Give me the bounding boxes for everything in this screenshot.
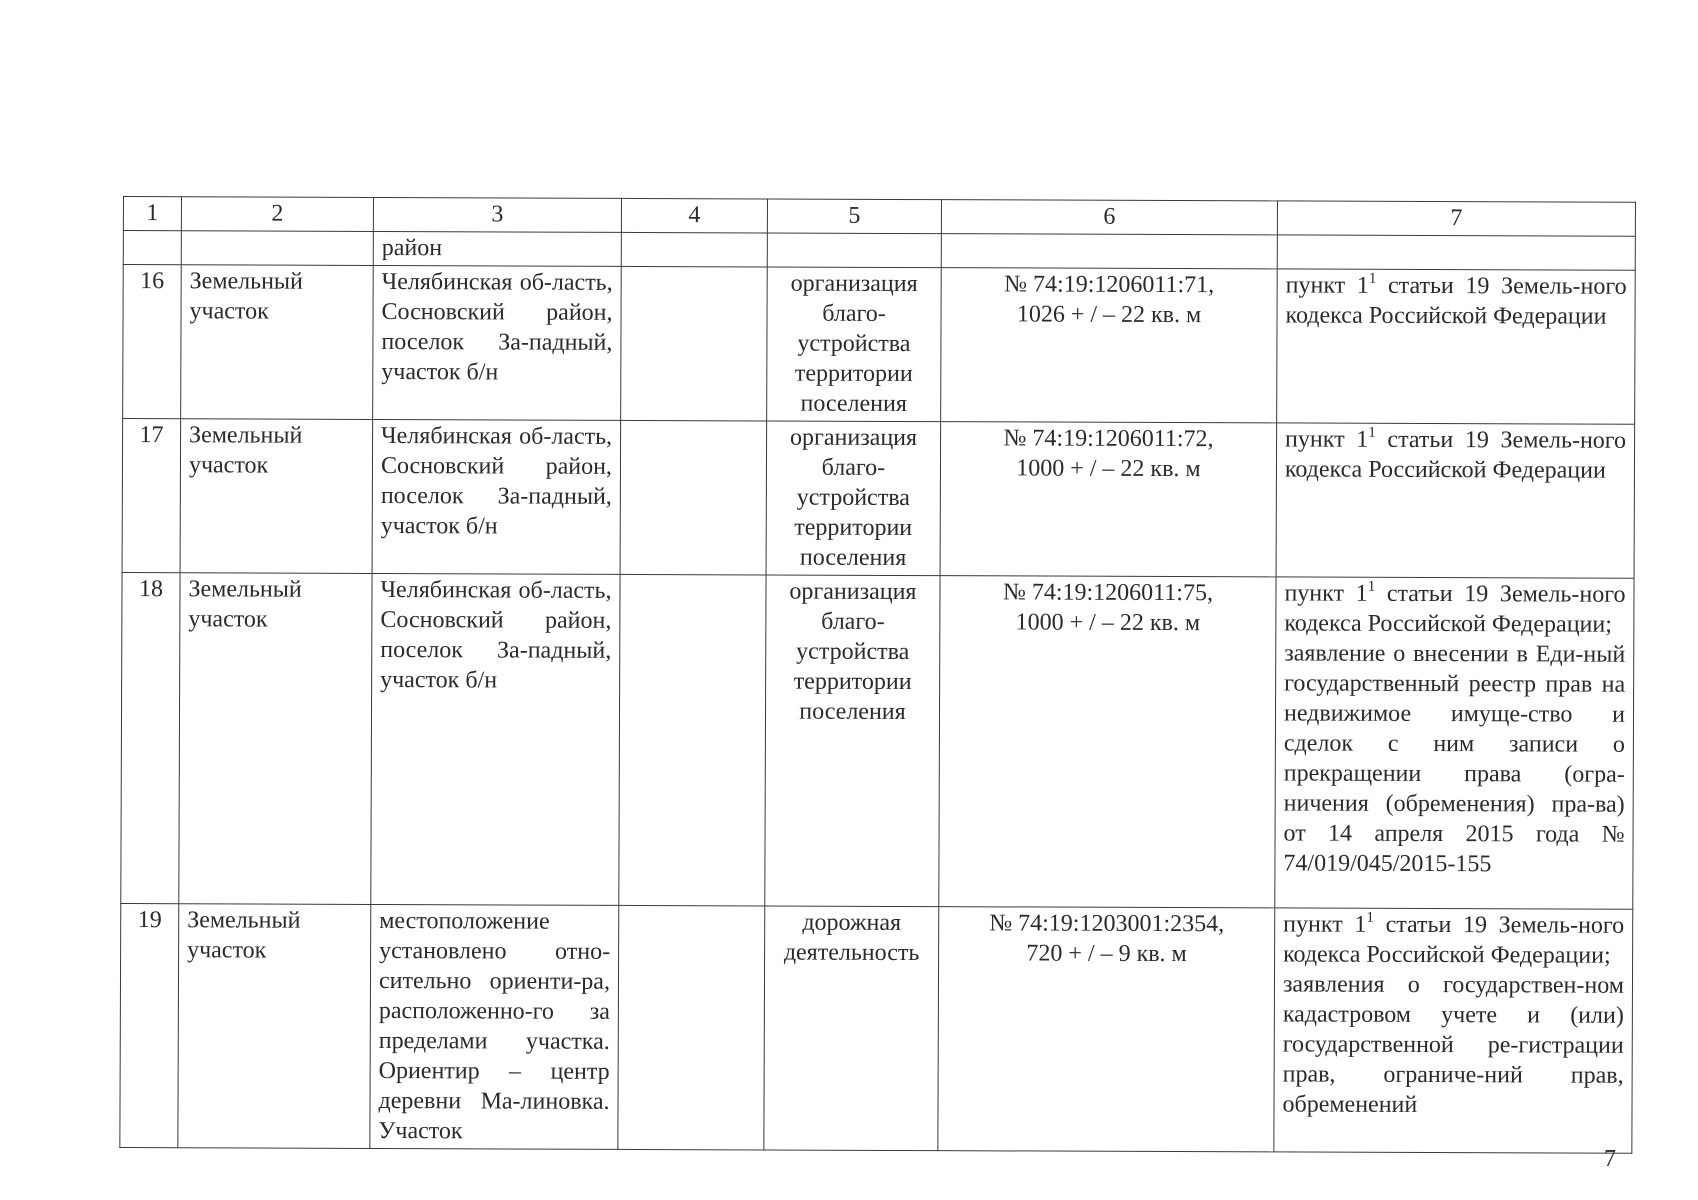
column-number-4: 4	[621, 198, 767, 233]
superscript-mark: 1	[1367, 578, 1376, 595]
object-purpose: организация благо-устройства территории поселения	[766, 421, 941, 576]
cadastral-number: № 74:19:1203001:2354,	[989, 910, 1225, 938]
table-row	[121, 572, 1634, 909]
object-address: Челябинская об-ласть, Сосновский район, поселок За-падный, участок б/н	[371, 573, 620, 905]
column-number-3: 3	[373, 197, 621, 232]
cell-empty	[941, 234, 1277, 269]
row-number: 16	[123, 265, 182, 419]
cell-empty	[1277, 235, 1635, 270]
column-number-2: 2	[181, 197, 373, 232]
basis-paragraph: заявления о государствен-ном кадастровом учете и (или) государственной ре-гистрации прав, ограниче-ний прав, обременений	[1282, 971, 1625, 1118]
legal-basis	[1276, 423, 1635, 578]
column-number-row	[123, 197, 1635, 237]
note-cell	[618, 905, 765, 1150]
object-name: Земельный участок	[180, 419, 373, 574]
cell-empty	[181, 231, 373, 266]
legal-basis	[1274, 908, 1633, 1153]
cadastral-info	[939, 576, 1276, 908]
basis-paragraph: пункт $1^1$ статьи 19 Земель-ного кодекса Российской Федерации	[1285, 270, 1627, 330]
basis-paragraph: пункт $1^1$ статьи 19 Земель-ного кодекса Российской Федерации;	[1283, 909, 1625, 969]
superscript-mark: 1	[1366, 909, 1374, 926]
address-continuation: район	[373, 231, 621, 266]
note-cell	[621, 266, 768, 421]
object-address: Челябинская об-ласть, Сосновский район, поселок За-падный, участок б/н	[372, 419, 621, 574]
property-table	[119, 196, 1636, 1154]
column-number-6: 6	[941, 200, 1277, 235]
cell-empty	[123, 231, 181, 265]
cadastral-info	[940, 422, 1277, 577]
cell-empty	[767, 233, 941, 268]
land-area: 720 + / – 9 кв. м	[1026, 940, 1187, 968]
legal-basis	[1277, 269, 1636, 424]
cadastral-number: № 74:19:1206011:71,	[1004, 271, 1215, 299]
object-name: Земельный участок	[179, 573, 372, 905]
table-row	[123, 265, 1636, 425]
column-number-7: 7	[1277, 201, 1635, 236]
object-purpose: организация благо-устройства территории поселения	[765, 575, 940, 907]
superscript-mark: 1	[1368, 424, 1376, 441]
column-number-1: 1	[123, 197, 181, 231]
basis-paragraph: заявление о внесении в Еди-ный государственный реестр прав на недвижимое имуще-ство и сделок с ним записи о прекращении права (огра-ничения (обременения) пра-ва) от 14 апреля 2015 года № 74/019/045/2015-155	[1283, 640, 1626, 878]
table-row	[120, 903, 1633, 1153]
basis-paragraph: пункт $1^1$ статьи 19 Земель-ного кодекса Российской Федерации	[1284, 424, 1627, 484]
basis-paragraph: пункт $1^1$ статьи 19 Земель-ного кодекса Российской Федерации;	[1284, 578, 1626, 638]
legal-basis	[1275, 577, 1634, 909]
land-area: 1000 + / – 22 кв. м	[1016, 455, 1201, 483]
page-number: 7	[1604, 1146, 1616, 1172]
note-cell	[619, 574, 766, 906]
cadastral-info	[941, 268, 1278, 423]
row-number: 19	[120, 903, 179, 1147]
cadastral-info	[938, 907, 1275, 1152]
object-purpose: организация благо-устройства территории поселения	[767, 267, 942, 422]
column-number-5: 5	[767, 199, 941, 234]
continuation-row	[123, 231, 1635, 271]
row-number: 18	[121, 572, 180, 903]
land-area: 1000 + / – 22 кв. м	[1015, 609, 1201, 637]
object-address: местоположение установлено отно-сительно ориенти-ра, расположенно-го за пределами участка. Ориентир – центр деревни Ма-линовка. Участок	[370, 904, 619, 1149]
cadastral-number: № 74:19:1206011:72,	[1003, 425, 1214, 453]
table-row	[122, 419, 1635, 579]
superscript-mark: 1	[1368, 270, 1377, 287]
row-number: 17	[122, 419, 181, 573]
object-address: Челябинская об-ласть, Сосновский район, поселок За-падный, участок б/н	[373, 265, 622, 420]
object-purpose: дорожная деятельность	[764, 906, 939, 1151]
cadastral-number: № 74:19:1206011:75,	[1002, 579, 1214, 607]
cell-empty	[621, 232, 767, 267]
note-cell	[620, 420, 767, 575]
land-area: 1026 + / – 22 кв. м	[1016, 301, 1202, 329]
object-name: Земельный участок	[178, 904, 371, 1149]
object-name: Земельный участок	[181, 265, 374, 420]
